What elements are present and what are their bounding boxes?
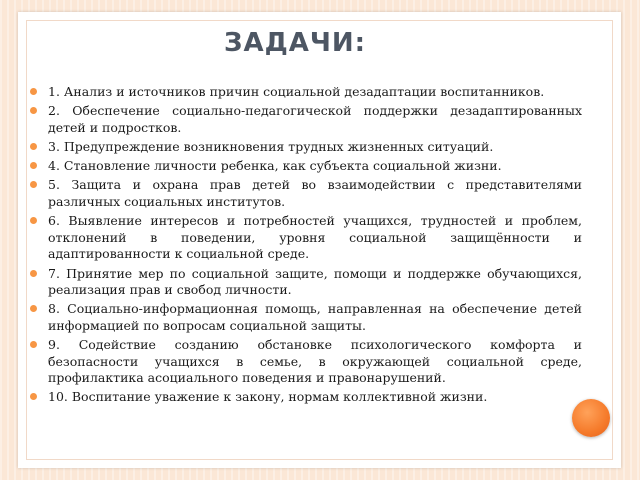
task-item [48,213,582,263]
task-list [48,84,582,409]
task-text: 2. Обеспечение социально-педагогической поддержки дезадаптированных детей и подростков. [48,103,582,135]
task-text: 5. Защита и охрана прав детей во взаимодействии с представителями различных социальных институтов. [48,177,582,209]
task-item [48,301,582,334]
task-text: 9. Содействие созданию обстановке психологического комфорта и безопасности учащихся в семье, в окружающей социальной среде, профилактика асоциального поведения и правонарушений. [48,337,582,386]
task-text: 1. Анализ и источников причин социальной дезадаптации воспитанников. [48,84,545,99]
task-text: 10. Воспитание уважение к закону, нормам коллективной жизни. [48,389,488,405]
task-item [48,103,582,136]
bullet-icon [30,162,37,169]
bullet-icon [30,181,37,188]
task-item [48,158,582,175]
task-text: 4. Становление личности ребенка, как субъекта социальной жизни. [48,158,502,174]
task-text: 3. Предупреждение возникновения трудных жизненных ситуаций. [48,138,494,154]
bullet-icon [30,107,37,114]
bullet-icon [30,217,37,224]
task-text: 7. Принятие мер по социальной защите, помощи и поддержке обучающихся, реализация прав и свобод личности. [48,265,582,298]
task-item [48,337,582,387]
bullet-icon [30,270,37,277]
slide [18,12,621,468]
bullet-icon [30,143,37,150]
slide-title: ЗАДАЧИ: [224,28,367,58]
orange-circle-icon [572,399,610,437]
task-item [48,139,582,156]
task-text: 8. Социально-информационная помощь, направленная на обеспечение детей информацией по вопросам социальной защиты. [48,301,582,333]
task-text: 6. Выявление интересов и потребностей учащихся, трудностей и проблем, отклонений в поведении, уровня социальной защищённости и адаптированности к социальной среде. [48,213,582,262]
bullet-icon [30,341,37,348]
task-item [48,177,582,210]
bullet-icon [30,305,37,312]
task-item [48,84,582,101]
bullet-icon [30,393,37,400]
bullet-icon [30,88,37,95]
task-item [48,266,582,299]
task-item [48,389,582,406]
